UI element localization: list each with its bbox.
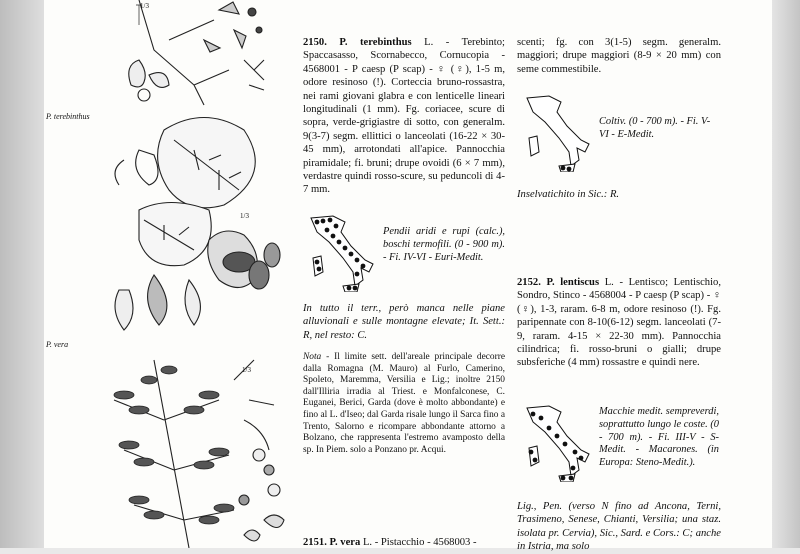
- entry-2150-distribution: In tutto il terr., però manca nelle piane alluvionali e sulle montagne elevate; It. Sett.: R, nel resto: C.: [303, 303, 505, 341]
- entry-2150-description: L. - Terebinto; Spaccasasso, Scornabecco, Cornucopia - 4568001 - P caesp (P scap) - ♀ (♀), 1-5 m, odore resinoso (!). Corteccia bruno-rossastra, nei rami giovani glabra e con lenticelle lineari longitudinali (1 mm). Fg. coriacee, scure di sopra, verde-grigiastre di sotto, con generalm. 9(3-7) segm. ellittici o lanceolati (16-22 × 30-45 mm), arrotondati all'apice. Pannocchia piramidale; fi. bruni; drupe ovoidi (6 × 7 mm), verdastre quindi rosso-scure, su peduncoli di 4-7 mm.: [303, 37, 505, 196]
- entry-2152-description: L. - Lentisco; Lentischio, Sondro, Stinco - 4568004 - P caesp (P scap) - ♀ (♀), 1-3, raram. 6-8 m, odore resinoso (!). Fg. paripennate con 8-10(6-12) segm. lanceolati (7-9, raram. 4-15 × 22-30 mm). Pannocchia cilindrica; fi. rosso-bruni o gialli; drupe subsferiche (4 mm) rossastre e quindi nere.: [517, 277, 721, 369]
- distribution-map-2152: [519, 402, 597, 482]
- entry-2152-habitat: Macchie medit. sempreverdi, soprattutto lungo le coste. (0 - 700 m). - Fi. III-V - S-Medit. - Macarones. (in Europa: Steno-Medit.).: [599, 406, 719, 469]
- botanical-illustrations: [44, 0, 300, 548]
- note-label: Nota: [303, 352, 322, 362]
- entry-2152-heading: 2152. P. lentiscus: [517, 277, 600, 288]
- entry-2151-description: L. - Pistacchio - 4568003 -: [362, 537, 477, 548]
- entry-2150: [303, 36, 505, 197]
- entry-2151-distribution: Inselvatichito in Sic.: R.: [517, 189, 620, 200]
- entry-2150-note: [303, 352, 505, 456]
- book-gutter-shadow: [0, 0, 44, 548]
- plant-drawings: [44, 0, 300, 548]
- distribution-map-2151: [519, 92, 597, 172]
- page-edge-shadow: [772, 0, 800, 548]
- caption-p-terebinthus: P. terebinthus: [46, 112, 90, 121]
- entry-2151: [303, 536, 505, 549]
- entry-2150-heading: 2150. P. terebinthus: [303, 37, 412, 48]
- scale-label: 1/3: [140, 2, 149, 10]
- note-text: - Il limite sett. dell'areale principale decorre dalla Romagna (M. Mauro) al Furlo, Camerino, Spoleto, Maremma, Versilia e Lig.; inoltre 2150 dall'Illiria irradia al Triest. e Monfalconese, C. Euganei, Berici, Garda (dove è molto abbondante) e fino al L. d'Iseo; dal Garda risale lungo il Sarca fino a Trento, Salorno e ricompare abbondante attorno a Bolzano, che rappresenta l'estremo avamposto della sp. In Piem. solo a Ponzano pr. Acqui.: [303, 352, 505, 455]
- distribution-map-2150: [303, 212, 381, 292]
- entry-2150-habitat: Pendii aridi e rupi (calc.), boschi termofili. (0 - 900 m). - Fi. IV-VI - Euri-Medit.: [383, 226, 505, 263]
- caption-p-vera: P. vera: [46, 340, 69, 349]
- entry-2151-continued: scenti; fg. con 3(1-5) segm. generalm. maggiori; drupe maggiori (8-9 × 20 mm) con seme commestibile.: [517, 37, 721, 75]
- scale-label: 1/3: [240, 212, 249, 220]
- entry-2152: [517, 276, 721, 370]
- entry-2151-habitat: Coltiv. (0 - 700 m). - Fi. V-VI - E-Medit.: [599, 116, 711, 140]
- scale-label: 1/3: [242, 366, 251, 374]
- entry-2152-distribution: Lig., Pen. (verso N fino ad Ancona, Terni, Trasimeno, Senese, Chianti, Versilia; una staz. isolata pr. Cervia), Sic., Sard. e Cors.: C; anche in Istria, ma solo: [517, 501, 721, 553]
- entry-2151-heading: 2151. P. vera: [303, 537, 361, 548]
